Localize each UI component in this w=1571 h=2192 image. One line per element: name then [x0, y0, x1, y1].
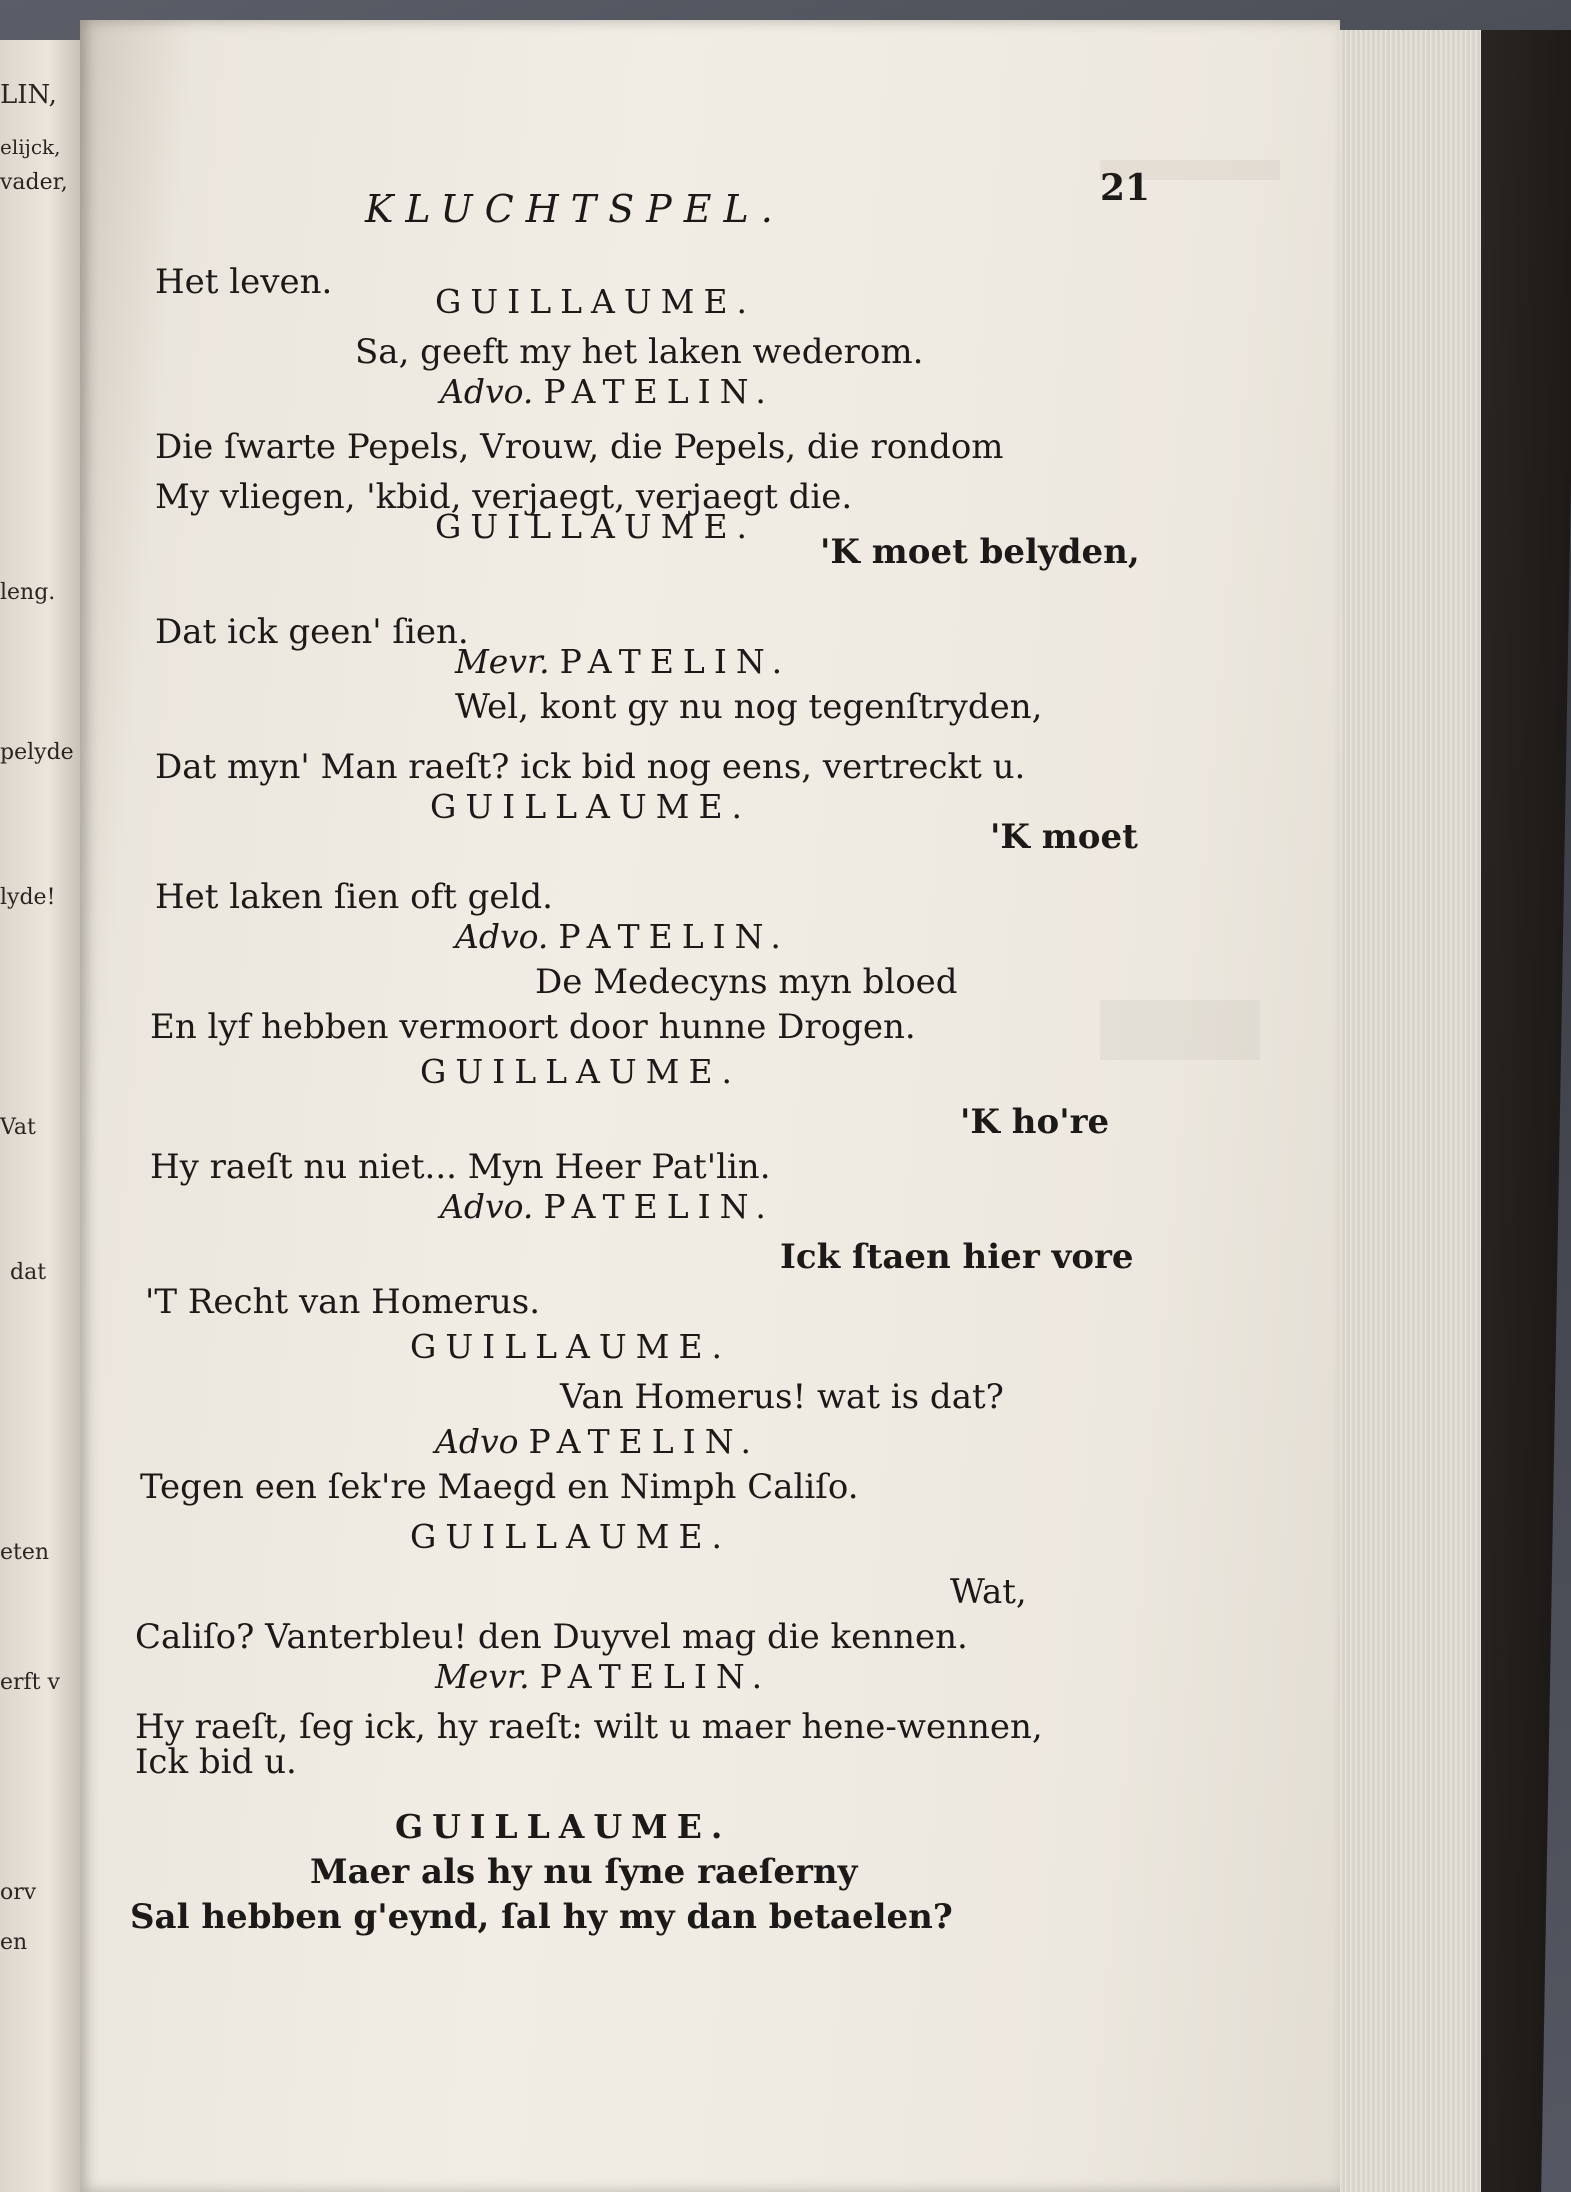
text-line: Van Homerus! wat is dat?: [560, 1377, 1004, 1417]
left-page-fragment: en: [0, 1930, 28, 1955]
book-page: [80, 20, 1340, 2192]
text-line: Maer als hy nu ſyne raeſerny: [310, 1852, 858, 1892]
text-line: Sal hebben g'eynd, ſal hy my dan betaelen?: [130, 1897, 953, 1937]
text-line: Die ſwarte Pepels, Vrouw, die Pepels, die rondom: [155, 427, 1004, 467]
speaker-name: GUILLAUME.: [420, 1052, 742, 1091]
text-line: 'K moet: [990, 817, 1138, 857]
text-line: My vliegen, 'kbid, verjaegt, verjaegt die.: [155, 477, 853, 517]
left-page-sliver: [0, 40, 82, 2192]
text-line: Sa, geeft my het laken wederom.: [355, 332, 924, 372]
speaker-role: Advo.: [455, 917, 549, 956]
show-through-mark: [1100, 1000, 1260, 1060]
text-line: Hy raeſt nu niet... Myn Heer Pat'lin.: [150, 1147, 771, 1187]
text-line: Ick bid u.: [135, 1742, 297, 1782]
speaker-name: PATELIN.: [528, 1422, 760, 1461]
page-number: 21: [1100, 167, 1151, 209]
left-page-fragment: LIN,: [0, 80, 57, 110]
speaker-name: PATELIN.: [559, 642, 792, 681]
running-title: KLUCHTSPEL.: [365, 187, 785, 231]
left-page-fragment: lyde!: [0, 885, 56, 910]
left-page-fragment: Vat: [0, 1115, 36, 1140]
left-page-fragment: pelyde: [0, 740, 74, 765]
speaker-name: GUILLAUME.: [410, 1327, 732, 1366]
speaker-name: GUILLAUME.: [395, 1807, 732, 1846]
text-line: 'T Recht van Homerus.: [145, 1282, 541, 1322]
speaker-role: Mevr.: [435, 1657, 530, 1696]
text-line: Tegen een ſek're Maegd en Nimph Caliſo.: [140, 1467, 859, 1507]
left-page-fragment: eten: [0, 1540, 50, 1565]
left-page-fragment: orv: [0, 1880, 37, 1905]
text-line: 'K ho're: [960, 1102, 1110, 1142]
speaker-role: Advo.: [440, 372, 534, 411]
left-page-fragment: dat: [10, 1260, 47, 1285]
text-line: Caliſo? Vanterbleu! den Duyvel mag die kennen.: [135, 1617, 968, 1657]
speaker-name: GUILLAUME.: [435, 507, 757, 546]
left-page-fragment: leng.: [0, 580, 56, 605]
text-line: 'K moet belyden,: [820, 532, 1140, 572]
speaker-name: GUILLAUME.: [435, 282, 757, 321]
text-line: Wel, kont gy nu nog tegenſtryden,: [455, 687, 1043, 727]
left-page-fragment: erft v: [0, 1670, 60, 1695]
text-line: Dat myn' Man raeſt? ick bid nog eens, vertreckt u.: [155, 747, 1026, 787]
text-line: Wat,: [950, 1572, 1027, 1612]
speaker-role: Advo: [435, 1422, 519, 1461]
speaker-name: PATELIN.: [558, 917, 790, 956]
text-line: Ick ſtaen hier vore: [780, 1237, 1134, 1277]
text-line: Het leven.: [155, 262, 333, 302]
text-line: Dat ick geen' ſien.: [155, 612, 469, 652]
speaker-name: GUILLAUME.: [430, 787, 752, 826]
left-page-fragment: elijck,: [0, 135, 61, 159]
speaker-name: GUILLAUME.: [410, 1517, 732, 1556]
left-page-fragment: vader,: [0, 170, 68, 195]
speaker-role: Mevr.: [455, 642, 550, 681]
speaker-name: PATELIN.: [543, 1187, 775, 1226]
speaker-name: PATELIN.: [543, 372, 775, 411]
text-line: De Medecyns myn bloed: [535, 962, 958, 1002]
text-line: En lyf hebben vermoort door hunne Drogen.: [150, 1007, 916, 1047]
text-line: Het laken ſien oft geld.: [155, 877, 553, 917]
speaker-role: Advo.: [440, 1187, 534, 1226]
text-line: Hy raeſt, ſeg ick, hy raeſt: wilt u maer hene-wennen,: [135, 1707, 1043, 1747]
speaker-name: PATELIN.: [539, 1657, 772, 1696]
